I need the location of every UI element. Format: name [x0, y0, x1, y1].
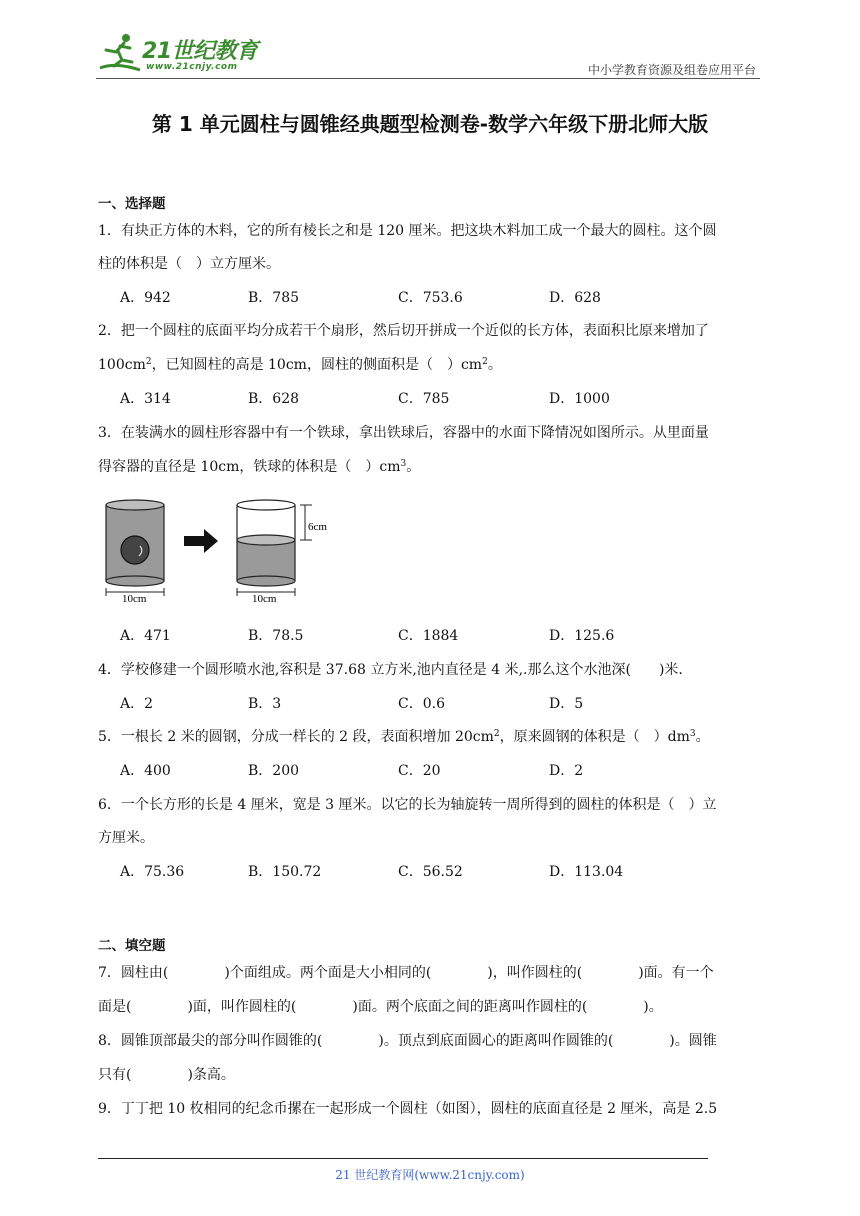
q6-option-c: C．56.52 [398, 864, 463, 880]
header-divider [96, 78, 760, 79]
q5-option-b: B．200 [248, 763, 300, 779]
q1-option-b: B．785 [248, 290, 300, 306]
q4-option-b: B．3 [248, 696, 282, 712]
q2-line1: 2．把一个圆柱的底面平均分成若干个扇形，然后切开拼成一个近似的长方体，表面积比原来增加了 [98, 323, 709, 339]
runner-logo-icon [96, 32, 144, 76]
q2-option-c: C．785 [398, 391, 450, 407]
q2-option-b: B．628 [248, 391, 300, 407]
q4-option-c: C．0.6 [398, 696, 445, 712]
q3-option-c: C．1884 [398, 628, 459, 644]
q7-line2: 面是( )面，叫作圆柱的( )面。两个底面之间的距离叫作圆柱的( )。 [98, 999, 663, 1015]
q5-option-a: A．400 [120, 763, 171, 779]
q3-option-a: A．471 [120, 628, 171, 644]
height-drop-label: 6cm [308, 521, 327, 533]
q8-line2: 只有( )条高。 [98, 1067, 235, 1083]
logo-text: 21世纪教育 [142, 39, 258, 64]
q4-line1: 4．学校修建一个圆形喷水池,容积是 37.68 立方米,池内直径是 4 米,.那么这个水池深( )米. [98, 662, 683, 678]
cylinder-figure [100, 496, 360, 606]
left-diameter-label: 10cm [122, 593, 147, 605]
q4-option-d: D．5 [549, 696, 584, 712]
q7-line1: 7．圆柱由( )个面组成。两个面是大小相同的( )，叫作圆柱的( )面。有一个 [98, 965, 714, 981]
q9-line1: 9．丁丁把 10 枚相同的纪念币摞在一起形成一个圆柱（如图），圆柱的底面直径是 2 厘米，高是 2.5 [98, 1101, 718, 1117]
footer-divider [98, 1158, 708, 1159]
arrow-right-icon [184, 529, 218, 553]
q3-option-d: D．125.6 [549, 628, 615, 644]
logo-url: www.21cnjy.com [146, 62, 238, 72]
q5-option-d: D．2 [549, 763, 584, 779]
page-title: 第 1 单元圆柱与圆锥经典题型检测卷-数学六年级下册北师大版 [151, 112, 709, 136]
q6-option-a: A．75.36 [120, 864, 185, 880]
right-diameter-label: 10cm [252, 593, 277, 605]
section-heading-choice: 一、选择题 [98, 196, 166, 212]
section-heading-fill: 二、填空题 [98, 938, 166, 954]
logo [96, 32, 266, 76]
q5-line1: 5．一根长 2 米的圆钢，分成一样长的 2 段，表面积增加 $20cm^2$，原来圆钢的体积是（ ）$dm^3$。 [98, 729, 710, 745]
q8-line1: 8．圆锥顶部最尖的部分叫作圆锥的( )。顶点到底面圆心的距离叫作圆锥的( )。圆锥 [98, 1033, 717, 1049]
q1-option-a: A．942 [120, 290, 171, 306]
water-cylinder [237, 500, 312, 596]
q3-line1: 3．在装满水的圆柱形容器中有一个铁球，拿出铁球后，容器中的水面下降情况如图所示。从里面量 [98, 425, 709, 441]
q6-option-b: B．150.72 [248, 864, 322, 880]
q5-option-c: C．20 [398, 763, 441, 779]
full-cylinder-with-ball [106, 500, 164, 596]
footer-text: 21 世纪教育网(www.21cnjy.com) [335, 1168, 525, 1182]
q1-line2: 柱的体积是（ ）立方厘米。 [98, 256, 280, 272]
q6-line2: 方厘米。 [98, 830, 154, 846]
platform-name: 中小学教育资源及组卷应用平台 [587, 63, 756, 77]
q2-option-a: A．314 [120, 391, 171, 407]
page-header [96, 28, 760, 78]
q1-line1: 1．有块正方体的木料，它的所有棱长之和是 120 厘米。把这块木料加工成一个最大的圆柱。这个圆 [98, 223, 717, 239]
q2-option-d: D．1000 [549, 391, 610, 407]
q1-option-d: D．628 [549, 290, 601, 306]
q4-option-a: A．2 [120, 696, 154, 712]
q6-option-d: D．113.04 [549, 864, 624, 880]
q3-option-b: B．78.5 [248, 628, 304, 644]
q2-line2: $100cm^2$，已知圆柱的高是 10cm，圆柱的侧面积是（ ）$cm^2$。 [98, 357, 502, 373]
q1-option-c: C．753.6 [398, 290, 463, 306]
q6-line1: 6．一个长方形的长是 4 厘米，宽是 3 厘米。以它的长为轴旋转一周所得到的圆柱的体积是（ ）立 [98, 797, 717, 813]
q3-line2: 得容器的直径是 10cm，铁球的体积是（ ）$cm^3$。 [98, 459, 421, 475]
